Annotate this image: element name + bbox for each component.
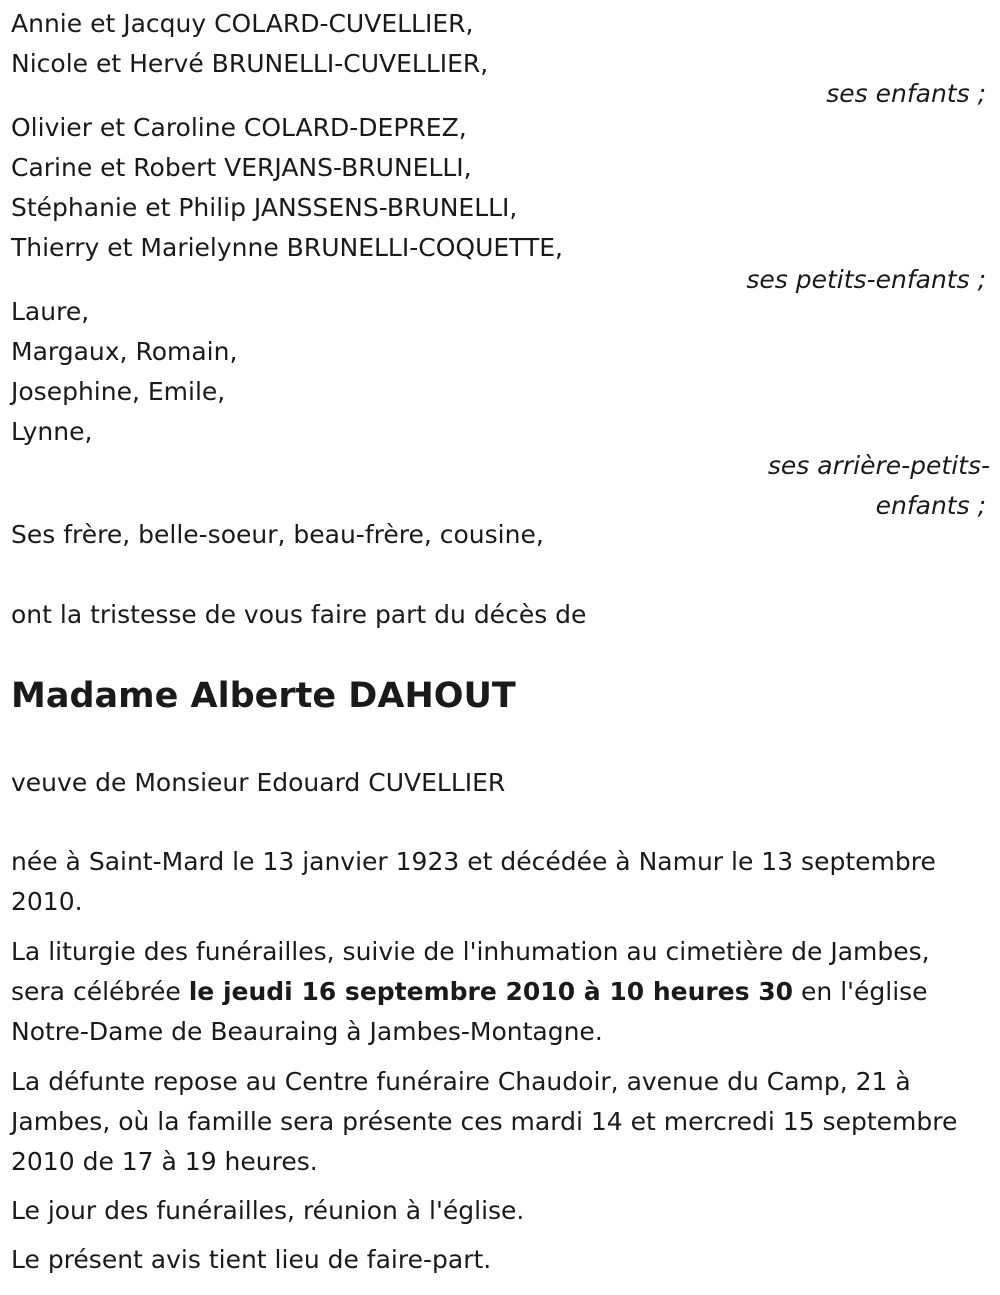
grandchildren-group bbox=[11, 108, 990, 300]
children-group bbox=[11, 4, 990, 114]
liturgy-text-before: La liturgie des funérailles, suivie de l'inhumation au cimetière de Jambes, sera célébrée bbox=[11, 937, 930, 1006]
birth-death-text: née à Saint-Mard le 13 janvier 1923 et décédée à Namur le 13 septembre 2010. bbox=[11, 847, 936, 916]
great-grandchild-line: Margaux, Romain, bbox=[11, 337, 238, 366]
siblings-line: Ses frère, belle-soeur, beau-frère, cousine, bbox=[11, 520, 544, 549]
great-grandchildren-role-line2: enfants ; bbox=[875, 491, 986, 520]
grandchild-line: Olivier et Caroline COLARD-DEPREZ, bbox=[11, 113, 467, 142]
grandchild-line: Stéphanie et Philip JANSSENS-BRUNELLI, bbox=[11, 193, 518, 222]
great-grandchildren-role-line1: ses arrière-petits- bbox=[767, 451, 990, 480]
great-grandchild-line: Lynne, bbox=[11, 417, 93, 446]
grandchild-line: Carine et Robert VERJANS-BRUNELLI, bbox=[11, 153, 472, 182]
widow-of-line: veuve de Monsieur Edouard CUVELLIER bbox=[11, 768, 506, 797]
repose-text: La défunte repose au Centre funéraire Chaudoir, avenue du Camp, 21 à Jambes, où la famille sera présente ces mardi 14 et mercredi 15 septembre 2010 de 17 à 19 heures. bbox=[11, 1067, 958, 1176]
repose-paragraph bbox=[11, 1062, 970, 1182]
great-grandchildren-group bbox=[11, 292, 990, 526]
grandchild-line: Thierry et Marielynne BRUNELLI-COQUETTE, bbox=[11, 233, 564, 262]
announcement-line: ont la tristesse de vous faire part du décès de bbox=[11, 600, 587, 629]
meeting-line: Le jour des funérailles, réunion à l'église. bbox=[11, 1196, 525, 1225]
great-grandchild-line: Laure, bbox=[11, 297, 90, 326]
children-role: ses enfants ; bbox=[826, 79, 986, 108]
deceased-name: Madame Alberte DAHOUT bbox=[11, 676, 516, 716]
liturgy-paragraph bbox=[11, 932, 988, 1052]
birth-death-paragraph bbox=[11, 842, 988, 922]
child-line: Nicole et Hervé BRUNELLI-CUVELLIER, bbox=[11, 49, 489, 78]
liturgy-date-bold: le jeudi 16 septembre 2010 à 10 heures 30 bbox=[188, 977, 794, 1006]
liturgy-text-after: en l'église Notre-Dame de Beauraing à Jambes-Montagne. bbox=[11, 977, 928, 1046]
child-line: Annie et Jacquy COLARD-CUVELLIER, bbox=[11, 9, 474, 38]
notice-line: Le présent avis tient lieu de faire-part. bbox=[11, 1245, 492, 1274]
grandchildren-role: ses petits-enfants ; bbox=[746, 265, 986, 294]
great-grandchild-line: Josephine, Emile, bbox=[11, 377, 226, 406]
